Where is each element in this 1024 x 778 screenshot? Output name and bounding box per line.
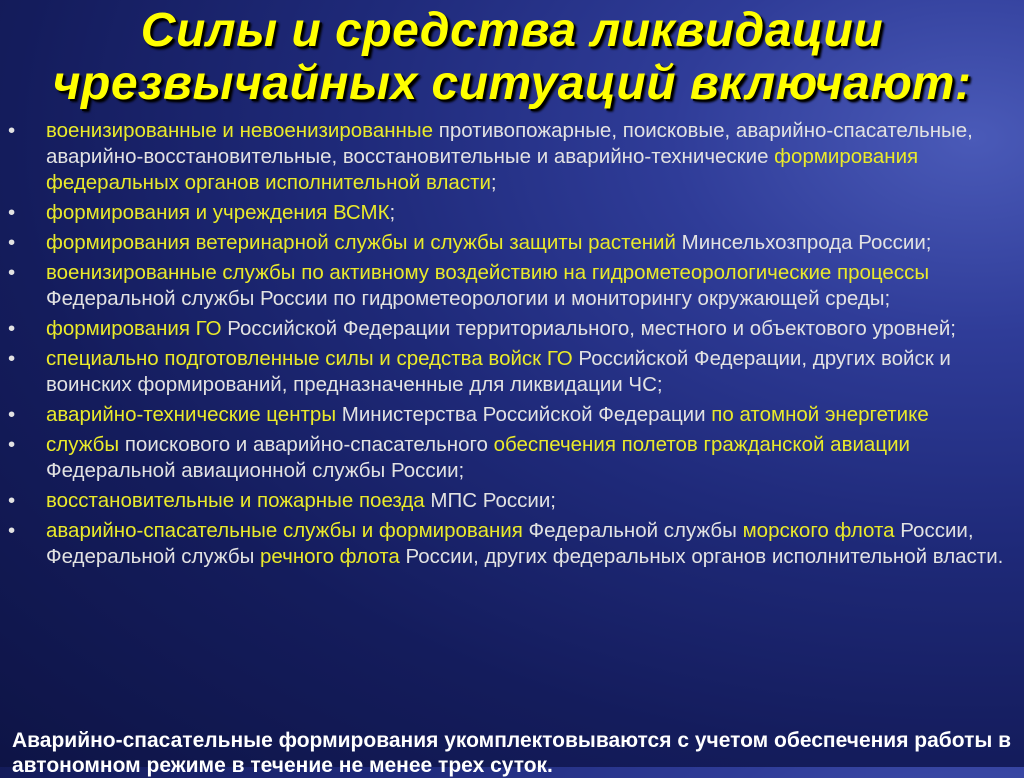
highlighted-text: формирования и учреждения ВСМК <box>46 201 390 224</box>
highlighted-text: формирования ветеринарной службы и службы защиты растений <box>46 231 676 254</box>
body-text: противопожарные, поисковые, аварийно-спасательные, аварийно-восстановительные, восстановительные и аварийно-технические <box>46 119 973 168</box>
body-text: Федеральной службы России по гидрометеорологии и мониторингу окружающей среды; <box>46 287 891 310</box>
body-text: Российской Федерации территориального, местного и объектового уровней; <box>221 317 956 340</box>
highlighted-text: восстановительные и пожарные поезда <box>46 489 425 512</box>
slide-title <box>0 4 1024 110</box>
body-text: Министерства Российской Федерации <box>336 403 712 426</box>
highlighted-text: специально подготовленные силы и средства войск ГО <box>46 347 573 370</box>
body-text: Федеральной службы <box>522 519 743 542</box>
bullet-marker: • <box>8 261 16 284</box>
bullet-item <box>0 346 1016 398</box>
bullet-marker: • <box>8 433 16 456</box>
body-text: Российской Федерации, других войск и воинских формирований, предназначенные для ликвидации ЧС; <box>46 347 951 396</box>
body-text: МПС России; <box>424 489 556 512</box>
conclusion-text: Аварийно-спасательные формирования укомплектовываются с учетом обеспечения работы в автономном режиме в течение не менее трех суток. <box>12 729 1012 777</box>
bullet-marker: • <box>8 489 16 512</box>
bullet-marker: • <box>8 519 16 542</box>
body-text: России, Федеральной службы <box>46 519 974 568</box>
bullet-list <box>0 118 1016 574</box>
bullet-item <box>0 432 1016 484</box>
highlighted-text: обеспечения полетов гражданской авиации <box>493 433 910 456</box>
bullet-item <box>0 402 1016 428</box>
title-line-1: Силы и средства ликвидации <box>140 4 884 57</box>
bullet-marker: • <box>8 317 16 340</box>
bullet-item <box>0 260 1016 312</box>
bullet-marker: • <box>8 201 16 224</box>
body-text: Минсельхозпрода России; <box>675 231 932 254</box>
highlighted-text: речного флота <box>260 545 400 568</box>
bullet-item <box>0 200 1016 226</box>
body-text: ; <box>389 201 396 224</box>
bullet-item <box>0 316 1016 342</box>
highlighted-text: военизированные службы по активному воздействию на гидрометеорологические процессы <box>46 261 930 284</box>
highlighted-text: военизированные и невоенизированные <box>46 119 434 142</box>
bullet-item <box>0 488 1016 514</box>
highlighted-text: морского флота <box>742 519 895 542</box>
bullet-marker: • <box>8 231 16 254</box>
highlighted-text: формирования ГО <box>46 317 222 340</box>
highlighted-text: службы <box>46 433 120 456</box>
bullet-item <box>0 230 1016 256</box>
highlighted-text: аварийно-спасательные службы и формирования <box>46 519 523 542</box>
body-text: России, других федеральных органов исполнительной власти. <box>399 545 1004 568</box>
bullet-marker: • <box>8 347 16 370</box>
body-text: поискового и аварийно-спасательного <box>119 433 494 456</box>
bullet-item <box>0 118 1016 196</box>
bullet-item <box>0 518 1016 570</box>
highlighted-text: аварийно-технические центры <box>46 403 337 426</box>
highlighted-text: формирования федеральных органов исполнительной власти <box>46 145 919 194</box>
bullet-marker: • <box>8 403 16 426</box>
body-text: Федеральной авиационной службы России; <box>46 459 465 482</box>
body-text: ; <box>490 171 497 194</box>
bullet-marker: • <box>8 119 16 142</box>
title-line-2: чрезвычайных ситуаций включают: <box>52 57 972 110</box>
highlighted-text: по атомной энергетике <box>711 403 929 426</box>
